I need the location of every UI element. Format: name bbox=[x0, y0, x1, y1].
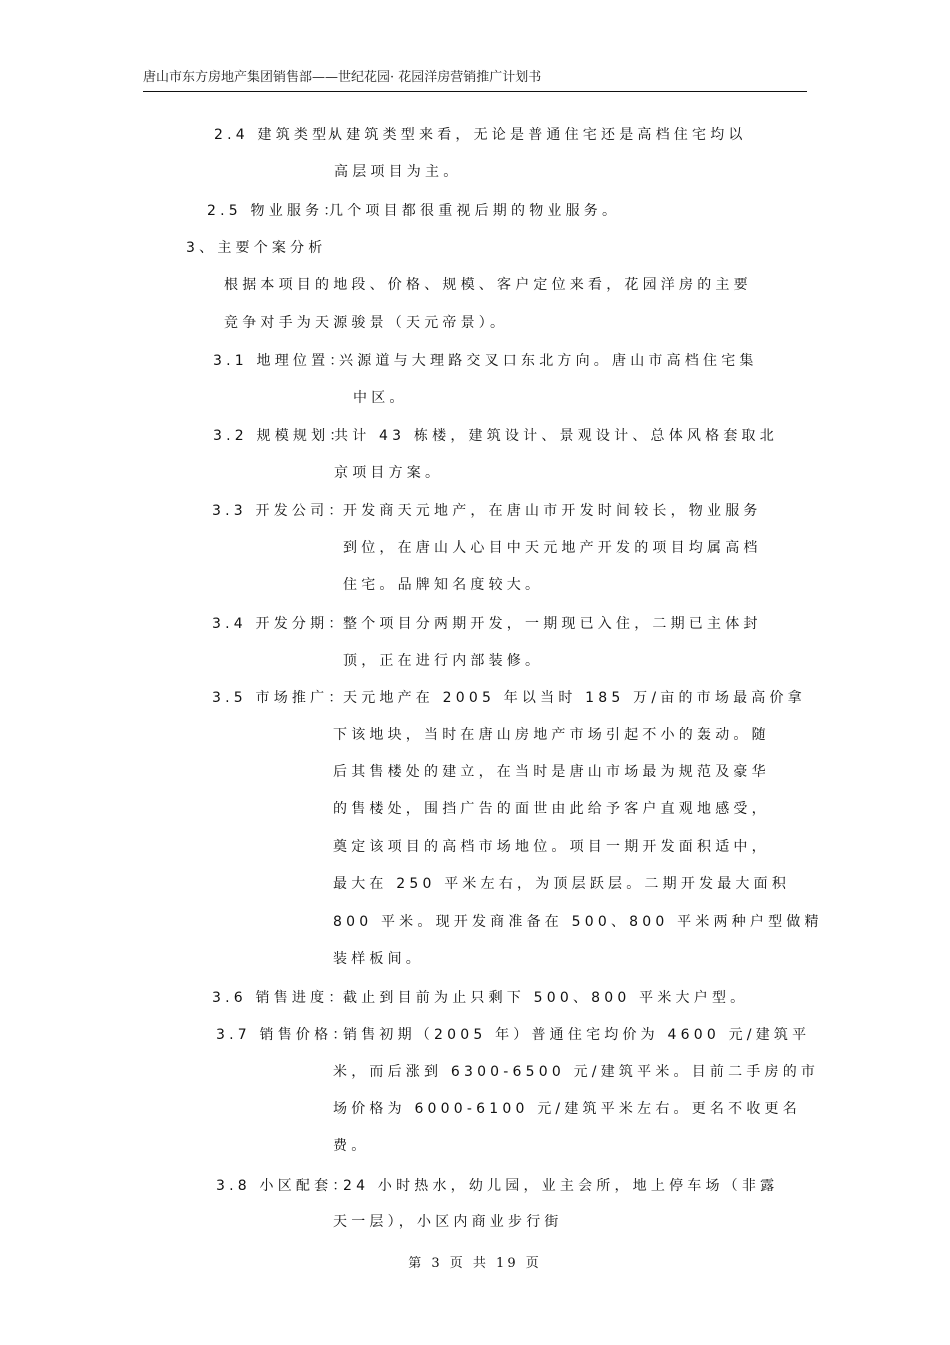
section-3-5-line-8: 装样板间。 bbox=[333, 951, 424, 967]
section-3-8-line-1: 24 小时热水，幼儿园，业主会所，地上停车场（非露 bbox=[343, 1178, 779, 1194]
section-3-6-line-1: 截止到目前为止只剩下 500、800 平米大户型。 bbox=[343, 990, 749, 1006]
section-3-1-line-2: 中区。 bbox=[353, 390, 408, 406]
section-3-2-line-2: 京项目方案。 bbox=[334, 465, 444, 481]
section-3-7-line-3: 场价格为 6000-6100 元/建筑平米左右。更名不收更名 bbox=[333, 1101, 801, 1117]
page-number: 第 3 页 共 19 页 bbox=[408, 1256, 542, 1271]
section-3-4-label: 3.4 开发分期： bbox=[212, 616, 347, 632]
section-3-5-line-1: 天元地产在 2005 年以当时 185 万/亩的市场最高价拿 bbox=[343, 690, 806, 706]
section-3-8-label: 3.8 小区配套： bbox=[216, 1178, 351, 1194]
section-3-intro-line-1: 根据本项目的地段、价格、规模、客户定位来看，花园洋房的主要 bbox=[224, 277, 752, 293]
section-2-5-line-1: 几个项目都很重视后期的物业服务。 bbox=[329, 203, 621, 219]
section-3-3-line-1: 开发商天元地产，在唐山市开发时间较长，物业服务 bbox=[343, 503, 762, 519]
section-3-5-line-7: 800 平米。现开发商准备在 500、800 平米两种户型做精 bbox=[333, 914, 823, 930]
section-3-7-label: 3.7 销售价格： bbox=[216, 1027, 351, 1043]
section-3-5-line-2: 下该地块，当时在唐山房地产市场引起不小的轰动。随 bbox=[333, 727, 770, 743]
running-header: 唐山市东方房地产集团销售部——世纪花园· 花园洋房营销推广计划书 bbox=[143, 70, 542, 85]
section-3-7-line-4: 费。 bbox=[333, 1138, 370, 1154]
section-3-8-line-2: 天一层），小区内商业步行街 bbox=[333, 1214, 563, 1230]
section-3-2-line-1: 共计 43 栋楼，建筑设计、景观设计、总体风格套取北 bbox=[334, 428, 778, 444]
section-3-5-line-6: 最大在 250 平米左右，为顶层跃层。二期开发最大面积 bbox=[333, 876, 791, 892]
section-3-5-line-3: 后其售楼处的建立，在当时是唐山市场最为规范及豪华 bbox=[333, 764, 770, 780]
section-2-5-label: 2.5 物业服务： bbox=[207, 203, 342, 219]
section-3-5-line-4: 的售楼处，围挡广告的面世由此给予客户直观地感受， bbox=[333, 801, 770, 817]
section-3-2-label: 3.2 规模规划： bbox=[213, 428, 348, 444]
section-3-1-line-1: 兴源道与大理路交叉口东北方向。唐山市高档住宅集 bbox=[339, 353, 758, 369]
section-3-5-label: 3.5 市场推广： bbox=[212, 690, 347, 706]
section-3-heading: 3、主要个案分析 bbox=[186, 240, 327, 256]
section-2-4-line-2: 高层项目为主。 bbox=[334, 164, 462, 180]
section-3-1-label: 3.1 地理位置： bbox=[213, 353, 348, 369]
section-3-3-line-3: 住宅。品牌知名度较大。 bbox=[343, 577, 544, 593]
section-3-3-label: 3.3 开发公司： bbox=[212, 503, 347, 519]
section-3-4-line-1: 整个项目分两期开发，一期现已入住，二期已主体封 bbox=[343, 616, 762, 632]
header-divider bbox=[143, 91, 807, 92]
section-2-4-line-1: 从建筑类型来看，无论是普通住宅还是高档住宅均以 bbox=[328, 127, 747, 143]
section-3-5-line-5: 奠定该项目的高档市场地位。项目一期开发面积适中， bbox=[333, 839, 770, 855]
section-3-intro-line-2: 竞争对手为天源骏景（天元帝景）。 bbox=[224, 315, 509, 331]
section-3-7-line-1: 销售初期（2005 年）普通住宅均价为 4600 元/建筑平 bbox=[343, 1027, 811, 1043]
section-3-6-label: 3.6 销售进度： bbox=[212, 990, 347, 1006]
section-3-3-line-2: 到位，在唐山人心目中天元地产开发的项目均属高档 bbox=[343, 540, 762, 556]
section-3-4-line-2: 顶，正在进行内部装修。 bbox=[343, 653, 544, 669]
section-3-7-line-2: 米，而后涨到 6300-6500 元/建筑平米。目前二手房的市 bbox=[333, 1064, 820, 1080]
section-2-4-label: 2.4 建筑类型： bbox=[214, 127, 349, 143]
